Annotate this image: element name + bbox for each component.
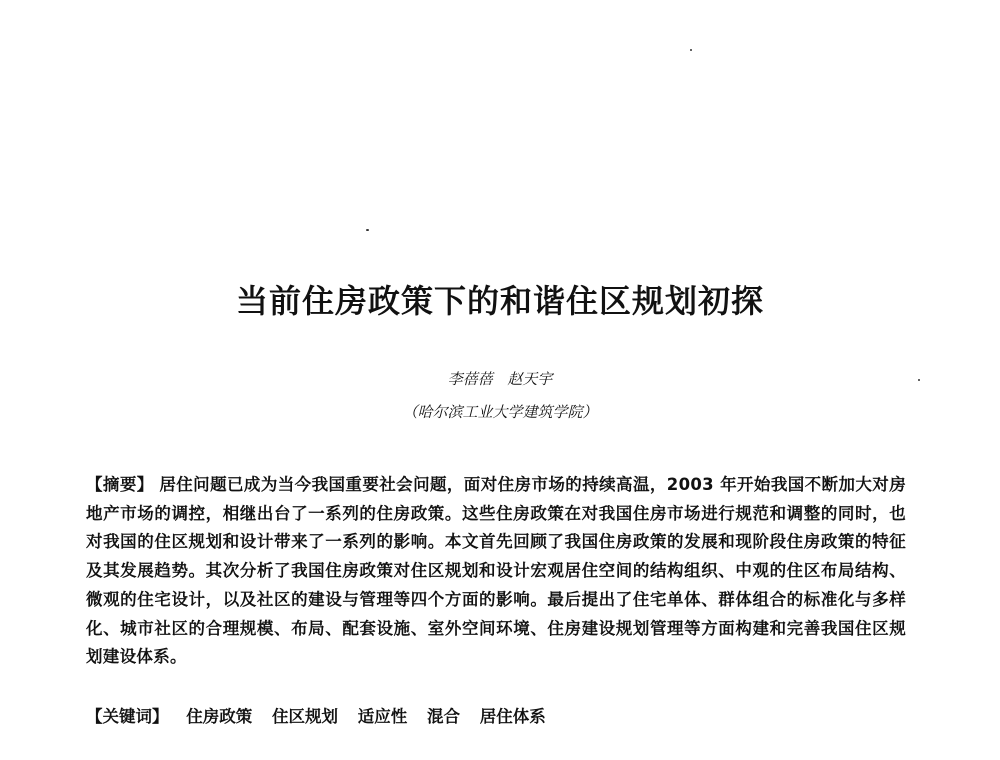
abstract-label: 【摘要】	[86, 475, 154, 494]
scan-speck	[690, 49, 692, 51]
abstract-text: 居住问题已成为当今我国重要社会问题，面对住房市场的持续高温，2003 年开始我国不断加大对房地产市场的调控，相继出台了一系列的住房政策。这些住房政策在对我国住房市场进行规范和调整的同时，也对我国的住区规划和设计带来了一系列的影响。本文首先回顾了我国住房政策的发展和现阶段住房政策的特征及其发展趋势。其次分析了我国住房政策对住区规划和设计宏观居住空间的结构组织、中观的住区布局结构、微观的住宅设计，以及社区的建设与管理等四个方面的影响。最后提出了住宅单体、群体组合的标准化与多样化、城市社区的合理规模、布局、配套设施、室外空间环境、住房建设规划管理等方面构建和完善我国住区规划建设体系。	[86, 475, 907, 667]
paper-authors: 李蓓蓓 赵天宇	[447, 370, 553, 388]
scan-speck	[366, 229, 369, 231]
abstract-paragraph	[86, 471, 906, 672]
keyword-item: 居住体系	[479, 707, 546, 726]
keywords-label: 【关键词】	[86, 707, 169, 726]
keyword-item: 住房政策	[186, 707, 253, 726]
paper-affiliation: （哈尔滨工业大学建筑学院）	[402, 403, 598, 421]
keyword-item: 混合	[427, 707, 460, 726]
keyword-item: 住区规划	[272, 707, 338, 726]
paper-title: 当前住房政策下的和谐住区规划初探	[235, 282, 764, 320]
keywords-line	[86, 703, 906, 727]
keyword-item: 适应性	[357, 707, 408, 726]
